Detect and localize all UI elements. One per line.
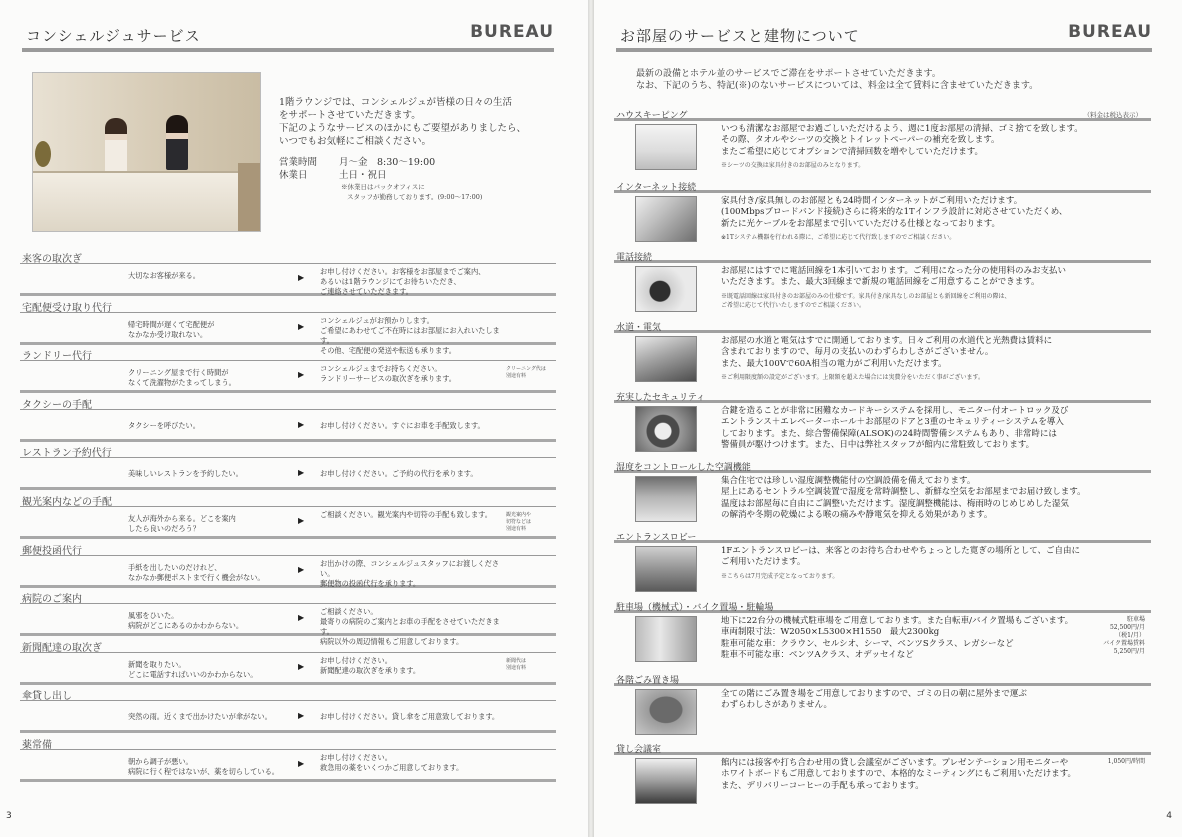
arrow-right-icon: ▶ xyxy=(298,711,305,721)
service-item xyxy=(20,493,556,539)
hours-note: ※休業日はバックオフィスに スタッフが勤務しております。(9:00～17:00) xyxy=(341,183,483,201)
section-description: お部屋にはすでに電話回線を1本引いております。ご利用になった分の使用料のみお支払い いただきます。また、最大3回線まで新規の電話回線をご用意することができます。 ※既電話回線は家具付きのお部屋のみの仕様です。家具付き/家具なしのお部屋とも新回線をご利用の際は、 ご希望に応じて代行いたしますのでご相談ください。 xyxy=(721,266,1099,310)
page-title: コンシェルジュサービス xyxy=(26,27,201,45)
arrow-right-icon: ▶ xyxy=(298,516,305,525)
arrow-right-icon: ▶ xyxy=(298,273,305,282)
lounge-photo xyxy=(32,72,261,232)
parking-icon xyxy=(635,616,697,662)
arrow-right-icon: ▶ xyxy=(298,613,305,623)
room-service-section xyxy=(614,250,1151,319)
section-title: インターネット接続 xyxy=(614,180,1151,193)
service-fee-note: 観光案内や 切符などは 別途有料 xyxy=(506,512,532,532)
room-service-section xyxy=(614,390,1151,459)
tax-note: （料金は税込表示） xyxy=(1083,111,1142,119)
service-response: お申し付けください。ご予約の代行を承ります。 xyxy=(320,469,478,479)
section-description: 地下に22台分の機械式駐車場をご用意しております。また自転車/バイク置場もございます。 車両制限寸法：W2050×L5300×H1550 最大2300kg 駐車可能な車：クラウン、セルシオ、シーマ、ベンツSクラス、レガシーなど 駐車不可能な車：ベンツAクラス、オデッセイなど xyxy=(721,616,1074,660)
room-service-section xyxy=(614,320,1151,389)
section-price: 1,050円/時間 xyxy=(1107,758,1145,765)
brand-logo: BUREAU xyxy=(470,22,554,42)
service-response: お申し付けください。お客様をお部屋までご案内、 あるいは1階ラウンジにてお待ちいただき、 ご連絡させていただきます。 xyxy=(320,267,486,296)
service-response: コンシェルジュまでお持ちください。 ランドリーサービスの取次ぎを承ります。 xyxy=(320,364,456,384)
service-need: 帰宅時間が遅くて宅配便が なかなか受け取れない。 xyxy=(128,319,215,339)
sky-icon xyxy=(635,476,697,522)
faucet-icon xyxy=(635,336,697,382)
service-title: 新聞配達の取次ぎ xyxy=(20,639,556,653)
section-title: 充実したセキュリティ xyxy=(614,390,1151,403)
safe-dial-icon xyxy=(635,406,697,452)
section-description: いつも清潔なお部屋でお過ごしいただけるよう、週に1度お部屋の清掃、ゴミ捨てを致します。 その際、タオルやシーツの交換とトイレットペーパーの補充を致します。 またご希望に応じてオプションで清掃回数を増やしていただけます。 ※シーツの交換は家具付きのお部屋のみとなります。 xyxy=(721,124,1099,170)
arrow-right-icon: ▶ xyxy=(298,419,305,429)
concierge-intro: 1階ラウンジでは、コンシェルジュが皆様の日々の生活 をサポートさせていただきます。 下記のようなサービスのほかにもご要望がありましたら、 いつでもお気軽にご相談ください。 xyxy=(279,97,527,147)
section-title: ハウスキーピング xyxy=(614,108,1151,121)
service-item xyxy=(20,299,556,355)
section-title: エントランスロビー xyxy=(614,530,1151,543)
service-item xyxy=(20,736,556,782)
service-fee-note: クリーニング代は 別途有料 xyxy=(506,366,546,380)
section-description: 集合住宅では珍しい湿度調整機能付の空調設備を備えております。 屋上にあるセントラル空調装置で湿度を常時調整し、新鮮な空気をお部屋までお届け致します。 温度はお部屋毎に自由にご調整いただけます。湿度調整機能は、梅雨時のじめじめした湿気 の解消や冬期の乾燥による喉の痛みや静電気を抑える効果があります。 xyxy=(721,476,1086,520)
business-hours: 営業時間 月～金 8:30～19:00 休業日 土日・祝日 xyxy=(279,157,436,181)
room-service-section xyxy=(614,600,1151,671)
page-number: 4 xyxy=(1166,811,1172,821)
section-description: お部屋の水道と電気はすでに開通しております。日々ご利用の水道代と光熱費は賃料に 含まれておりますので、毎月の支払いのわずらわしさがございません。 また、最大100Vで60A相当の電力がご利用いただけます。 ※ご利用限度額の設定がございます。上限額を超えた場合には実費分をいただく事がございます。 xyxy=(721,336,1099,382)
service-need: 美味しいレストランを予約したい。 xyxy=(128,469,243,479)
left-page-header xyxy=(22,22,554,52)
arrow-right-icon: ▶ xyxy=(298,370,305,380)
service-need: クリーニング屋まで行く時間が なくて洗濯物がたまってしまう。 xyxy=(128,368,236,388)
section-title: 水道・電気 xyxy=(614,320,1151,333)
arrow-right-icon: ▶ xyxy=(298,321,305,331)
section-footnote: ※既電話回線は家具付きのお部屋のみの仕様です。家具付き/家具なしのお部屋とも新回線をご利用の際は、 ご希望に応じて代行いたしますのでご相談ください。 xyxy=(721,292,1011,309)
arrow-right-icon: ▶ xyxy=(298,759,305,768)
service-need: 突然の雨。近くまで出かけたいが傘がない。 xyxy=(128,712,272,722)
room-service-section xyxy=(614,180,1151,249)
service-title: 病院のご案内 xyxy=(20,590,556,604)
service-response: お申し付けください。すぐにお車を手配致します。 xyxy=(320,420,485,430)
service-response: お申し付けください。 救急用の薬をいくつかご用意しております。 xyxy=(320,753,464,772)
room-service-section xyxy=(614,108,1151,178)
service-need: 手紙を出したいのだけれど、 なかなか郵便ポストまで行く機会がない。 xyxy=(128,562,265,582)
towels-icon xyxy=(635,124,697,170)
trash-bin-icon xyxy=(635,689,697,735)
service-fee-note: 新聞代は 別途有料 xyxy=(506,657,527,671)
arrow-right-icon: ▶ xyxy=(298,468,305,478)
service-need: 朝から調子が悪い。 病院に行く程ではないが、薬を切らしている。 xyxy=(128,757,279,776)
section-price: 駐車場 52,500円/月 （税1/月） バイク置場賃料 5,250円/月 xyxy=(1103,616,1145,655)
service-need: 風邪をひいた。 病院がどこにあるのかわからない。 xyxy=(128,611,244,631)
service-title: 郵便投函代行 xyxy=(20,542,556,556)
arrow-right-icon: ▶ xyxy=(298,564,305,574)
service-title: 傘貸し出し xyxy=(20,687,556,701)
service-item xyxy=(20,542,556,588)
service-item xyxy=(20,250,556,296)
section-title: 駐車場（機械式）・バイク置場・駐輪場 xyxy=(614,600,1151,613)
room-service-section xyxy=(614,673,1151,741)
service-item xyxy=(20,639,556,685)
service-response: コンシェルジュがお預かりします。 ご希望にあわせてご不在時にはお部屋にお入れいたします。 その他、宅配便の発送や転送も承ります。 xyxy=(320,315,500,355)
service-item xyxy=(20,687,556,733)
lobby-icon xyxy=(635,546,697,592)
laptop-icon xyxy=(635,196,697,242)
room-services-intro: 最新の設備とホテル並のサービスでご滞在をサポートさせていただきます。 なお、下記のうち、特記(※)のないサービスについては、料金は全て賃料に含ませていただきます。 xyxy=(636,69,1039,91)
service-item xyxy=(20,347,556,393)
section-footnote: ※こちらは7月完成予定となっております。 xyxy=(721,572,839,580)
section-description: 全ての階にごみ置き場をご用意しておりますので、ゴミの日の朝に屋外まで運ぶ わずらわしさがありません。 xyxy=(721,689,1027,711)
brand-logo: BUREAU xyxy=(1068,22,1152,42)
section-footnote: ※1Tシステム機器を行われる際に、ご希望に応じて代行致しますのでご相談ください。 xyxy=(721,233,956,241)
section-description: 合鍵を造ることが非常に困難なカードキーシステムを採用し、モニター付オートロック及び エントランス＋エレベーターホール＋お部屋のドアと3重のセキュリティーシステムを導入 しております。また、綜合警備保障(ALSOK)の24時間警備システムもあり、非常時には 警備員が駆けつけます。また、日中は弊社スタッフが館内に常駐致しております。 xyxy=(721,406,1069,450)
service-title: 宅配便受け取り代行 xyxy=(20,299,556,313)
service-need: 大切なお客様が来る。 xyxy=(128,271,200,280)
page-title: お部屋のサービスと建物について xyxy=(620,27,860,45)
room-service-section xyxy=(614,530,1151,599)
section-footnote: ※ご利用限度額の設定がございます。上限額を超えた場合には実費分をいただく事がございます。 xyxy=(721,373,985,381)
right-page-header xyxy=(616,22,1152,52)
section-description: 館内には接客や打ち合わせ用の貸し会議室がございます。プレゼンテーション用モニターや ホワイトボードもご用意しておりますので、本格的なミーティングにもご利用いただけます。 また、デリバリーコーヒーの手配も承っております。 xyxy=(721,758,1077,791)
page-number: 3 xyxy=(6,811,12,821)
service-title: タクシーの手配 xyxy=(20,396,556,410)
service-response: お出かけの際、コンシェルジュスタッフにお渡しください。 郵便物の投函代行を承ります。 xyxy=(320,558,500,588)
telephone-icon xyxy=(635,266,697,312)
service-response: お申し付けください。 新聞配達の取次ぎを承ります。 xyxy=(320,655,421,675)
service-response: ご相談ください。 最寄りの病院のご案内とお車の手配をさせていただきます。 病院以外の周辺情報もご用意しております。 xyxy=(320,607,500,647)
service-item xyxy=(20,590,556,647)
meeting-room-icon xyxy=(635,758,697,804)
service-title: ランドリー代行 xyxy=(20,347,556,361)
service-title: 薬常備 xyxy=(20,736,556,750)
section-description: 1Fエントランスロビーは、来客とのお待ち合わせやちょっとした寛ぎの場所として、ご自由に ご利用いただけます。 ※こちらは7月完成予定となっております。 xyxy=(721,546,1099,581)
right-page xyxy=(594,0,1182,837)
service-item xyxy=(20,396,556,442)
service-need: 友人が海外から来る。どこを案内 したら良いのだろう？ xyxy=(128,514,236,533)
service-title: レストラン予約代行 xyxy=(20,444,556,458)
section-title: 電話接続 xyxy=(614,250,1151,263)
section-footnote: ※シーツの交換は家具付きのお部屋のみとなります。 xyxy=(721,161,865,169)
section-title: 湿度をコントロールした空調機能 xyxy=(614,460,1151,473)
room-service-section xyxy=(614,742,1151,813)
service-need: タクシーを呼びたい。 xyxy=(128,420,200,430)
left-page xyxy=(0,0,588,837)
service-item xyxy=(20,444,556,490)
service-title: 観光案内などの手配 xyxy=(20,493,556,507)
room-service-section xyxy=(614,460,1151,529)
section-title: 貸し会議室 xyxy=(614,742,1151,755)
service-response: ご相談ください。観光案内や切符の手配も致します。 xyxy=(320,510,492,519)
section-description: 家具付き/家具無しのお部屋とも24時間インターネットがご利用いただけます。 (100Mbpsブロードバンド接続)さらに将来的な1Tインフラ設計に対応させていただくめ、 新たに光ケーブルをお部屋まで引いていただける仕様となっております。 ※1Tシステム機器を行われる際に、ご希望に応じて代行致しますのでご相談ください。 xyxy=(721,196,1099,242)
arrow-right-icon: ▶ xyxy=(298,661,305,671)
service-title: 来客の取次ぎ xyxy=(20,250,556,264)
service-response: お申し付けください。貸し傘をご用意致しております。 xyxy=(320,712,500,722)
service-need: 新聞を取りたい。 どこに電話すればいいのかわからない。 xyxy=(128,659,258,679)
section-title: 各階ごみ置き場 xyxy=(614,673,1151,686)
